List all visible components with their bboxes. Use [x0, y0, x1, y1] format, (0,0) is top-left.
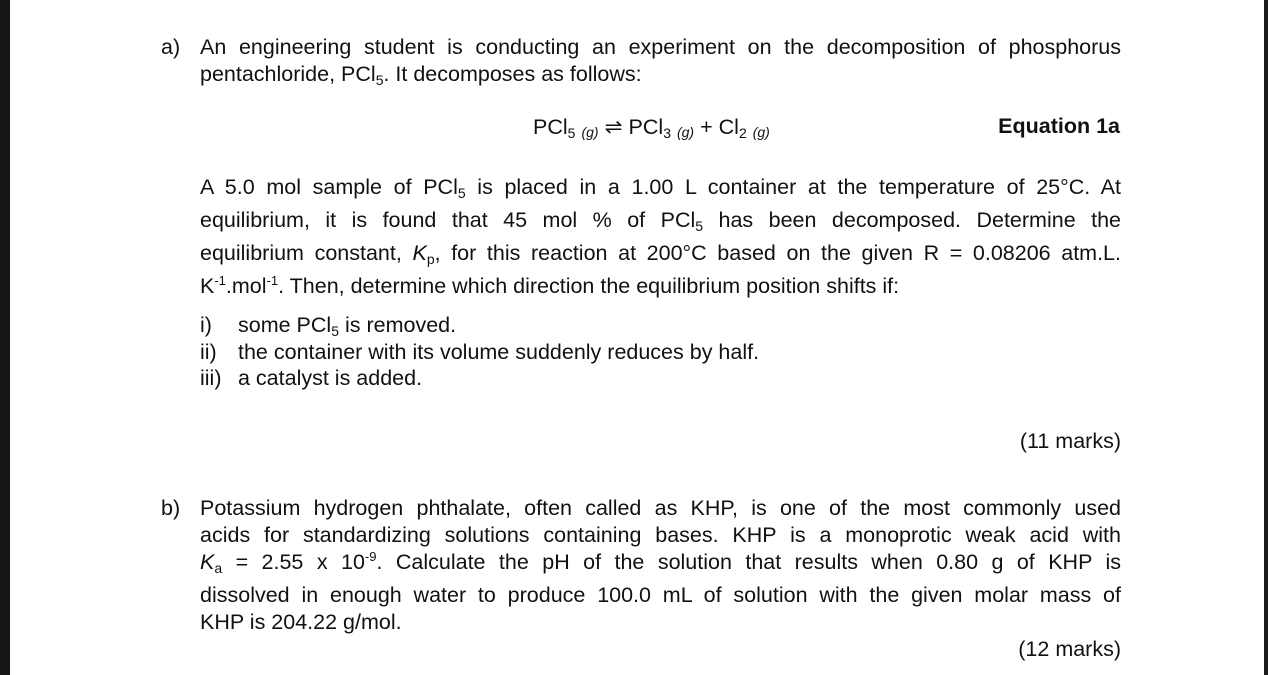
question-a-marks: (11 marks): [1019, 429, 1121, 453]
body-line-2: equilibrium, it is found that 45 mol % of PCl5 has been decomposed. Determine the: [200, 208, 1121, 234]
question-b-label: b): [161, 496, 181, 520]
right-edge-bar: [1264, 0, 1268, 675]
question-a-subitems: [200, 312, 759, 392]
b-line-2: acids for standardizing solutions containing bases. KHP is a monoprotic weak acid with: [200, 523, 1121, 547]
equation-1a: PCl$_5$ (g) ⇌ PCl$_3$ $(g) + Cl_2$ (g): [533, 115, 770, 141]
b-line-3: Ka = 2.55 x $10^{-9}$. Calculate the pH of the solution that results when 0.80 g of KHP is: [200, 549, 1121, 576]
intro-line-2: pentachloride, PCl5. It decomposes as follows:: [200, 62, 642, 88]
equilibrium-arrow: ⇌: [604, 115, 623, 139]
list-item: iii) a catalyst is added.: [200, 366, 423, 390]
body-line-1: A 5.0 mol sample of PCl5 is placed in a 1.00 L container at the temperature of 25°C. At: [200, 175, 1121, 201]
question-b-body: [200, 495, 1121, 636]
body-line-3: equilibrium constant, Kp, for this reaction at 200°C based on the given R = 0.08206 atm.L.: [200, 241, 1121, 267]
equation-label: Equation 1a: [998, 114, 1120, 138]
b-line-5: KHP is 204.22 g/mol.: [200, 610, 402, 634]
list-item: i) some PCl5 is removed.: [200, 313, 457, 339]
b-line-1: Potassium hydrogen phthalate, often called as KHP, is one of the most commonly used: [200, 496, 1121, 520]
body-line-4: $K^{-1}.mol^{-1}$. Then, determine which direction the equilibrium position shifts if:: [200, 273, 900, 298]
question-a-label: a): [161, 35, 181, 59]
b-line-4: dissolved in enough water to produce 100.0 mL of solution with the given molar mass of: [200, 583, 1121, 607]
question-a-body: [200, 174, 1121, 300]
intro-line-1: An engineering student is conducting an experiment on the decomposition of phosphorus: [200, 35, 1121, 59]
question-b-marks: (12 marks): [1018, 637, 1121, 661]
list-item: ii) the container with its volume suddenly reduces by half.: [200, 339, 760, 364]
left-edge-bar: [0, 0, 10, 675]
question-a-intro: [200, 34, 1121, 94]
